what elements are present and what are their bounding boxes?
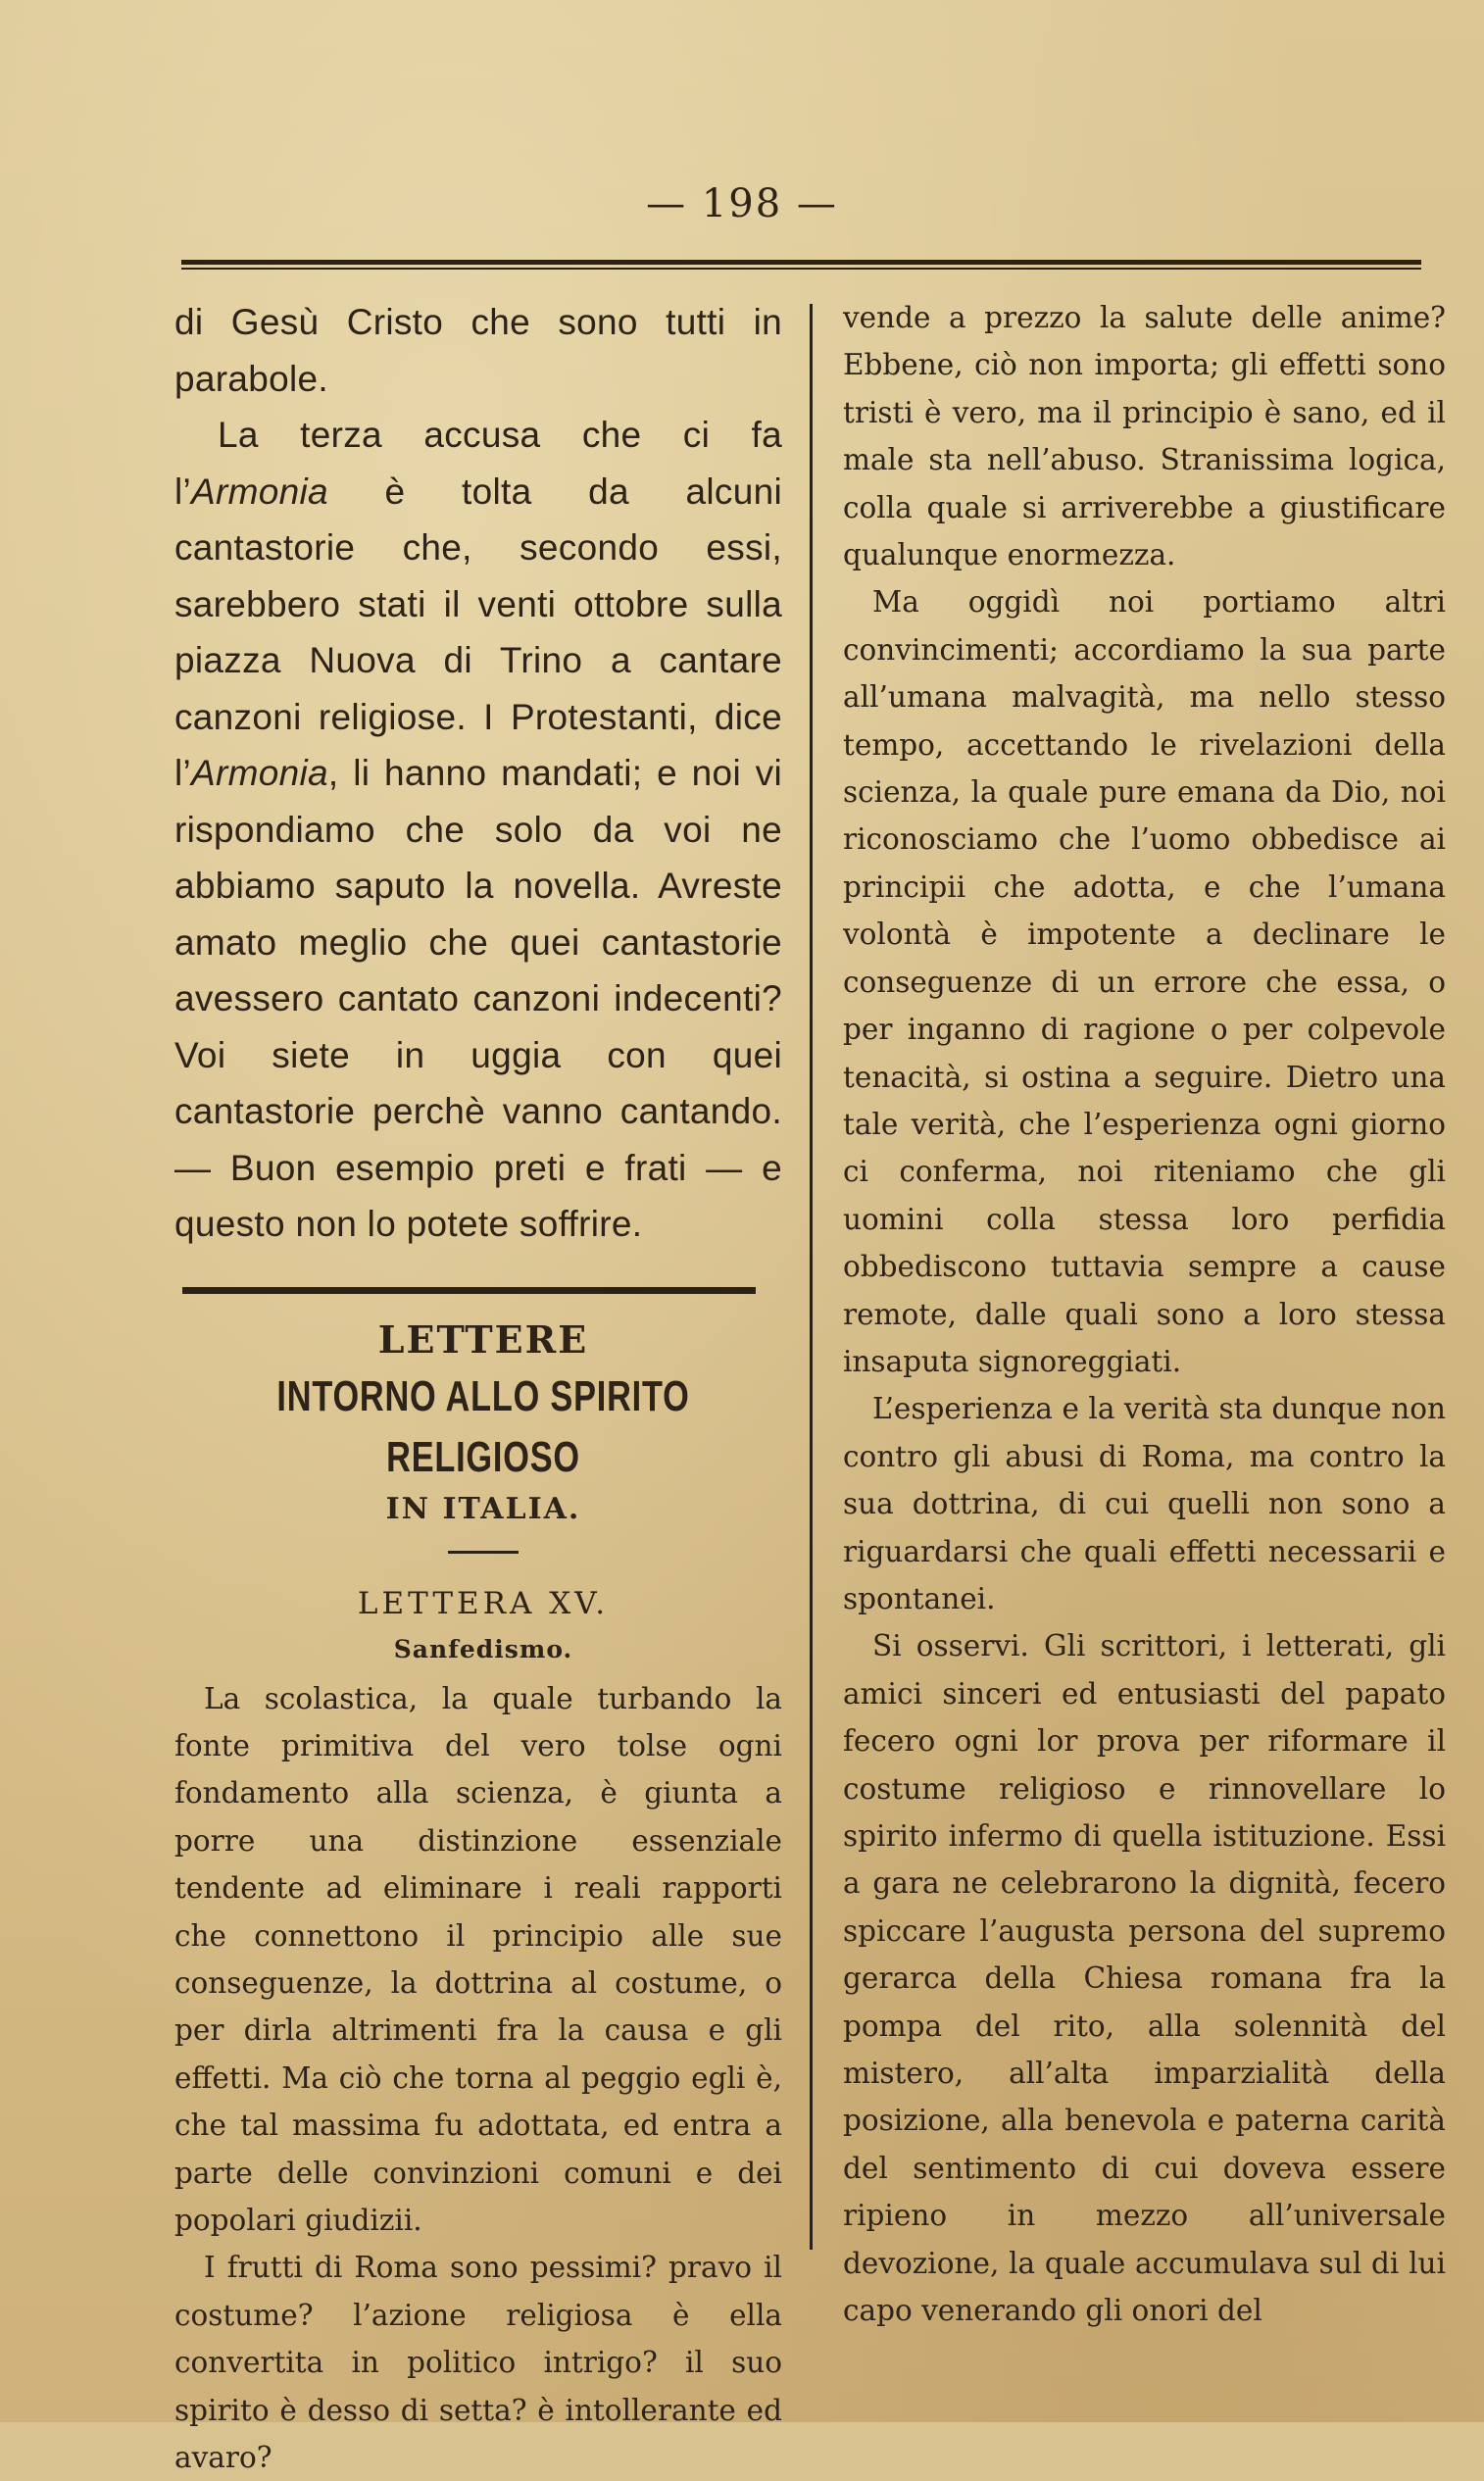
- paragraph: Ma oggidì noi portiamo altri convincimenti; accordiamo la sua parte all’umana malvagità, ma nello stesso tempo, accettando le rivelazioni della scienza, la quale pure emana da Dio, noi riconosciamo che l’uomo obbedisce ai principii che adotta, e che l’umana volontà è impotente a declinare le conseguenze di un errore che essa, o per inganno di ragione o per colpevole tenacità, si ostina a seguire. Dietro una tale verità, che l’esperienza ogni giorno ci conferma, noi riteniamo che gli uomini colla stessa loro perfidia obbediscono tuttavia sempre a cause remote, dalle quali sono a loro stessa insaputa signoreggiati.: [843, 578, 1446, 1385]
- heading-short-rule: [448, 1551, 519, 1554]
- column-divider: [810, 304, 813, 2250]
- article-heading: [184, 1314, 782, 1671]
- paragraph: I frutti di Roma sono pessimi? pravo il costume? l’azione religiosa è ella convertita in politico intrigo? il suo spirito è desso di setta? è intollerante ed avaro?: [174, 2244, 782, 2481]
- heading-letters: LETTERE: [184, 1314, 782, 1366]
- section-separator: [182, 1287, 756, 1294]
- left-column: [174, 294, 782, 2481]
- page-number: — 198 —: [0, 181, 1484, 226]
- paragraph-third-accusation: La terza accusa che ci fa l’Armonia è tolta da alcuni cantastorie che, secondo essi, sarebbero stati il venti ottobre sulla piazza Nuova di Trino a cantare canzoni religiose. I Protestanti, dice l’Armonia, li hanno mandati; e noi vi rispondiamo che solo da voi ne abbiamo saputo la novella. Avreste amato meglio che quei cantastorie avessero cantato canzoni indecenti? Voi siete in uggia con quei cantastorie perchè vanno cantando. — Buon esempio preti e frati — e questo non lo potete soffrire.: [174, 407, 782, 1253]
- paragraph: Si osservi. Gli scrittori, i letterati, gli amici sinceri ed entusiasti del papato fecero ogni lor prova per riformare il costume religioso e rinnovellare lo spirito infermo di quella istituzione. Essi a gara ne celebrarono la dignità, fecero spiccare l’augusta persona del supremo gerarca della Chiesa romana fra la pompa del rito, alla solennità del mistero, all’alta imparzialità della posizione, alla benevola e paterna carità del sentimento di cui doveva essere ripieno in mezzo all’universale devozione, la quale accumulava sul di lui capo venerando gli onori del: [843, 1622, 1446, 2334]
- paragraph: L’esperienza e la verità sta dunque non contro gli abusi di Roma, ma contro la sua dottrina, di cui quelli non sono a riguardarsi che quali effetti necessarii e spontanei.: [843, 1385, 1446, 1622]
- letter-number: LETTERA XV.: [184, 1579, 782, 1628]
- header-rule: [181, 260, 1421, 270]
- letter-body-left: [174, 1675, 782, 2481]
- letter-subtitle: Sanfedismo.: [184, 1628, 782, 1671]
- heading-main: INTORNO ALLO SPIRITO RELIGIOSO: [250, 1366, 717, 1488]
- paragraph: La scolastica, la quale turbando la fonte primitiva del vero tolse ogni fondamento alla scienza, è giunta a porre una distinzione essenziale tendente ad eliminare i reali rapporti che connettono il principio alle sue conseguenze, la dottrina al costume, o per dirla altrimenti fra la causa e gli effetti. Ma ciò che torna al peggio egli è, che tal massima fu adottata, ed entra a parte delle convinzioni comuni e dei popolari giudizii.: [174, 1675, 782, 2245]
- heading-italy: IN ITALIA.: [184, 1488, 782, 1531]
- paragraph-continuation: di Gesù Cristo che sono tutti in parabole.: [174, 294, 782, 407]
- letter-body-right: [843, 294, 1446, 2334]
- right-column: [843, 294, 1446, 2334]
- paragraph: vende a prezzo la salute delle anime? Ebbene, ciò non importa; gli effetti sono tristi è vero, ma il principio è sano, ed il male sta nell’abuso. Stranissima logica, colla quale si arriverebbe a giustificare qualunque enormezza.: [843, 294, 1446, 578]
